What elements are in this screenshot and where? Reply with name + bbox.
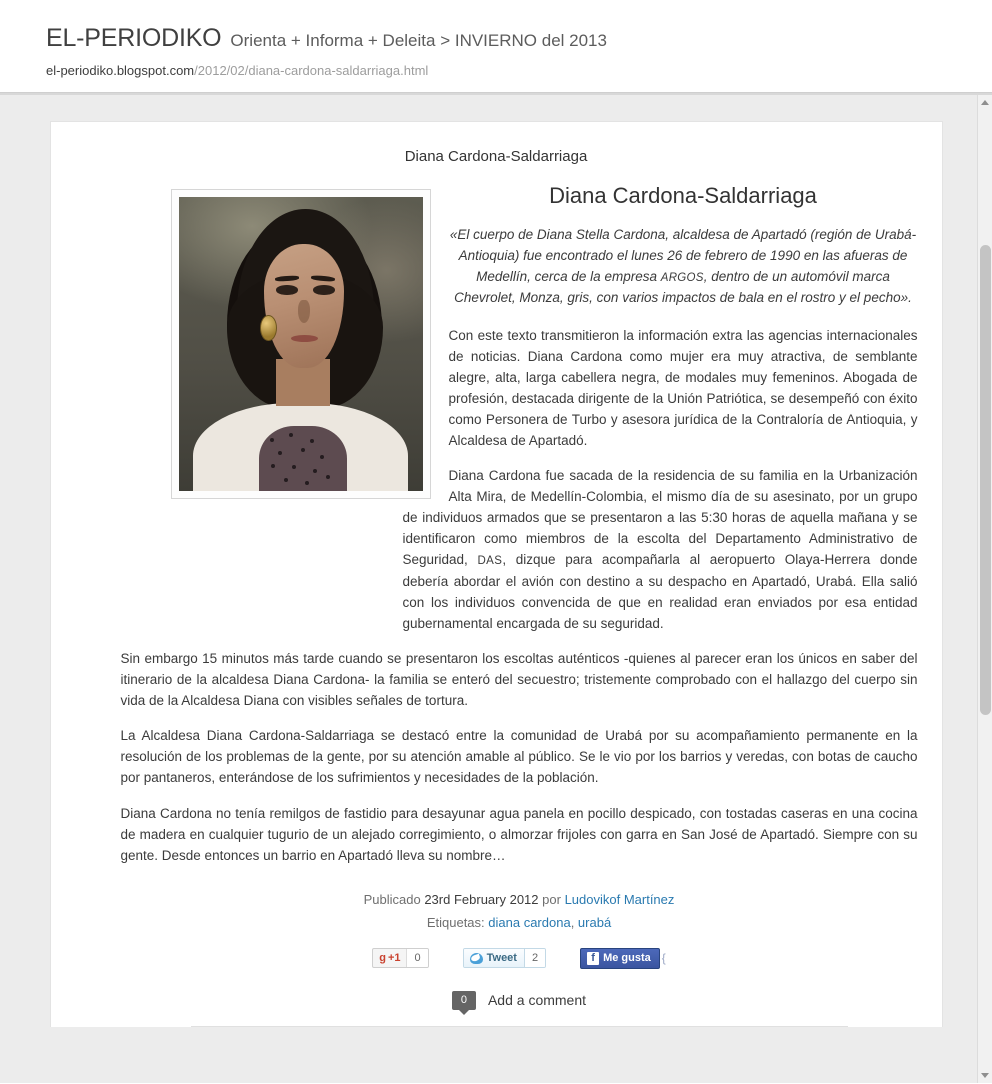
bottom-divider (191, 1026, 848, 1027)
post-paragraph-1: Con este texto transmitieron la información extra las agencias internacionales de noticias. Diana Cardona como mujer era muy atractiva, de semblante alegre, alta, larga cabellera negra, de modales muy femeninos. Abogada de profesión, destacada dirigente de la Unión Patriótica, se desempeñó con éxito como Personera de Turbo y asesora jurídica de la Contraloría de Antioquia, y Alcaldesa de Apartadó. (448, 327, 918, 448)
comment-count-badge: 0 (452, 991, 476, 1010)
paragraph-2-part-2: , dizque para acompañarla al aeropuerto Olaya-Herrera donde debería abordar el avión con destino a su despacho en Apartadó, Urabá. Ella salió con los individuos convencida de que en realidad eran enviados por esa entidad gubernamental encargada de su seguridad. (402, 552, 918, 632)
facebook-like-wrapper (580, 948, 666, 969)
post-paragraph-5: Diana Cardona no tenía remilgos de fastidio para desayunar agua panela en pocillo despicado, con tostadas caseras en una cocina de madera en cualquier tugurio de un alejado corregimiento, o almorzar frijoles con garra en San José de Apartadó. Siempre con su gente. Desde entonces un barrio en Apartadó lleva su nombre… (120, 805, 918, 863)
post-image (179, 197, 423, 491)
post-image-frame[interactable] (171, 189, 431, 499)
paragraph-2-smallcaps: DAS (477, 555, 503, 568)
url-path: /2012/02/diana-cardona-saldarriaga.html (194, 63, 429, 78)
label-link-diana-cardona[interactable]: diana cardona (488, 914, 571, 930)
gplus-plus-one-label: +1 (387, 952, 401, 965)
post-meta-title: Diana Cardona-Saldarriaga (404, 148, 588, 165)
url-host: el-periodiko.blogspot.com (46, 63, 195, 78)
gplus-icon[interactable] (373, 949, 406, 967)
share-row (121, 948, 918, 969)
site-title: EL-PERIODIKO (46, 24, 222, 52)
facebook-icon: f (587, 952, 599, 965)
tweet-count: 2 (524, 949, 545, 967)
paragraph-2-part-1: Diana Cardona fue sacada de la residencia de su familia en la Urbanización Alta Mira, de Medellín-Colombia, el mismo día de su asesinato, por un grupo de individuos armados que se presentaron a las 5:30 horas de aquella mañana y se identificaron como miembros de la escolta del Departamento Administrativo de Seguridad, (402, 467, 918, 568)
portrait-eye-left (276, 285, 298, 294)
tweet-label: Tweet (486, 952, 517, 965)
page-backdrop (0, 95, 992, 1083)
scroll-up-arrow-icon[interactable] (981, 100, 989, 105)
gplus-g-letter: g (379, 952, 386, 965)
publish-line (121, 892, 918, 907)
article-card (50, 121, 943, 1027)
post-paragraph-3: Sin embargo 15 minutos más tarde cuando se presentaron los escoltas auténticos -quienes al parecer eran los únicos en saber del itinerario de la alcaldesa Diana Cardona- la familia se enteró del secuestro; tristemente comprobado con el hallazgo del cuerpo sin vida de la Alcaldesa Diana con visibles señales de tortura. (120, 651, 918, 709)
twitter-bird-icon (470, 953, 483, 964)
vertical-scrollbar[interactable] (977, 95, 992, 1083)
facebook-like-counter-bubble: { (661, 951, 666, 966)
add-comment-row[interactable] (121, 991, 918, 1010)
tweet-button-face[interactable] (464, 949, 524, 967)
scrollbar-thumb[interactable] (980, 245, 991, 715)
labels-line (121, 915, 918, 930)
site-tagline: Orienta + Informa + Deleita > INVIERNO del 2013 (230, 31, 607, 50)
labels-word: Etiquetas: (426, 914, 485, 930)
scroll-down-arrow-icon[interactable] (981, 1073, 989, 1078)
article-body (51, 183, 942, 1027)
portrait-dress-dots (259, 426, 347, 491)
twitter-tweet-button[interactable] (463, 948, 546, 968)
published-word: Publicado (363, 891, 421, 907)
add-comment-label[interactable]: Add a comment (487, 992, 587, 1009)
gplus-count: 0 (406, 949, 427, 967)
post-title: Diana Cardona-Saldarriaga (549, 183, 817, 208)
author-link[interactable]: Ludovikof Martínez (564, 891, 675, 907)
site-header (0, 0, 992, 78)
facebook-like-button[interactable] (580, 948, 660, 969)
published-date: 23rd February 2012 (424, 891, 539, 907)
left-margin-rail (0, 95, 22, 1083)
pullquote-part-2: , dentro de un automóvil marca Chevrolet, Monza, gris, con varios impactos de bala en el rostro y el pecho». (454, 268, 912, 305)
post-paragraph-4: La Alcaldesa Diana Cardona-Saldarriaga se destacó entre la comunidad de Urabá por su acompañamiento permanente en la resolución de los problemas de la gente, por su atención amable al público. Se le vio por los barrios y veredas, con botas de caucho por pantaneros, enterándose de los sufrimientos y necesidades de la población. (120, 728, 918, 786)
site-title-row (46, 24, 992, 53)
pullquote-part-1: «El cuerpo de Diana Stella Cardona, alcaldesa de Apartadó (región de Urabá-Antioquia) fue encontrado el lunes 26 de febrero de 1990 en las afueras de Medellín, cerca de la empresa (449, 227, 917, 284)
pullquote-smallcaps: ARGOS (660, 271, 704, 284)
label-link-uraba[interactable]: urabá (577, 914, 612, 930)
by-word: por (542, 891, 561, 907)
google-plus-one-button[interactable] (372, 948, 428, 968)
facebook-like-label: Me gusta (603, 952, 651, 965)
labels-separator: , (570, 914, 578, 930)
page-url[interactable] (46, 63, 992, 78)
portrait-eye-right (313, 285, 335, 294)
